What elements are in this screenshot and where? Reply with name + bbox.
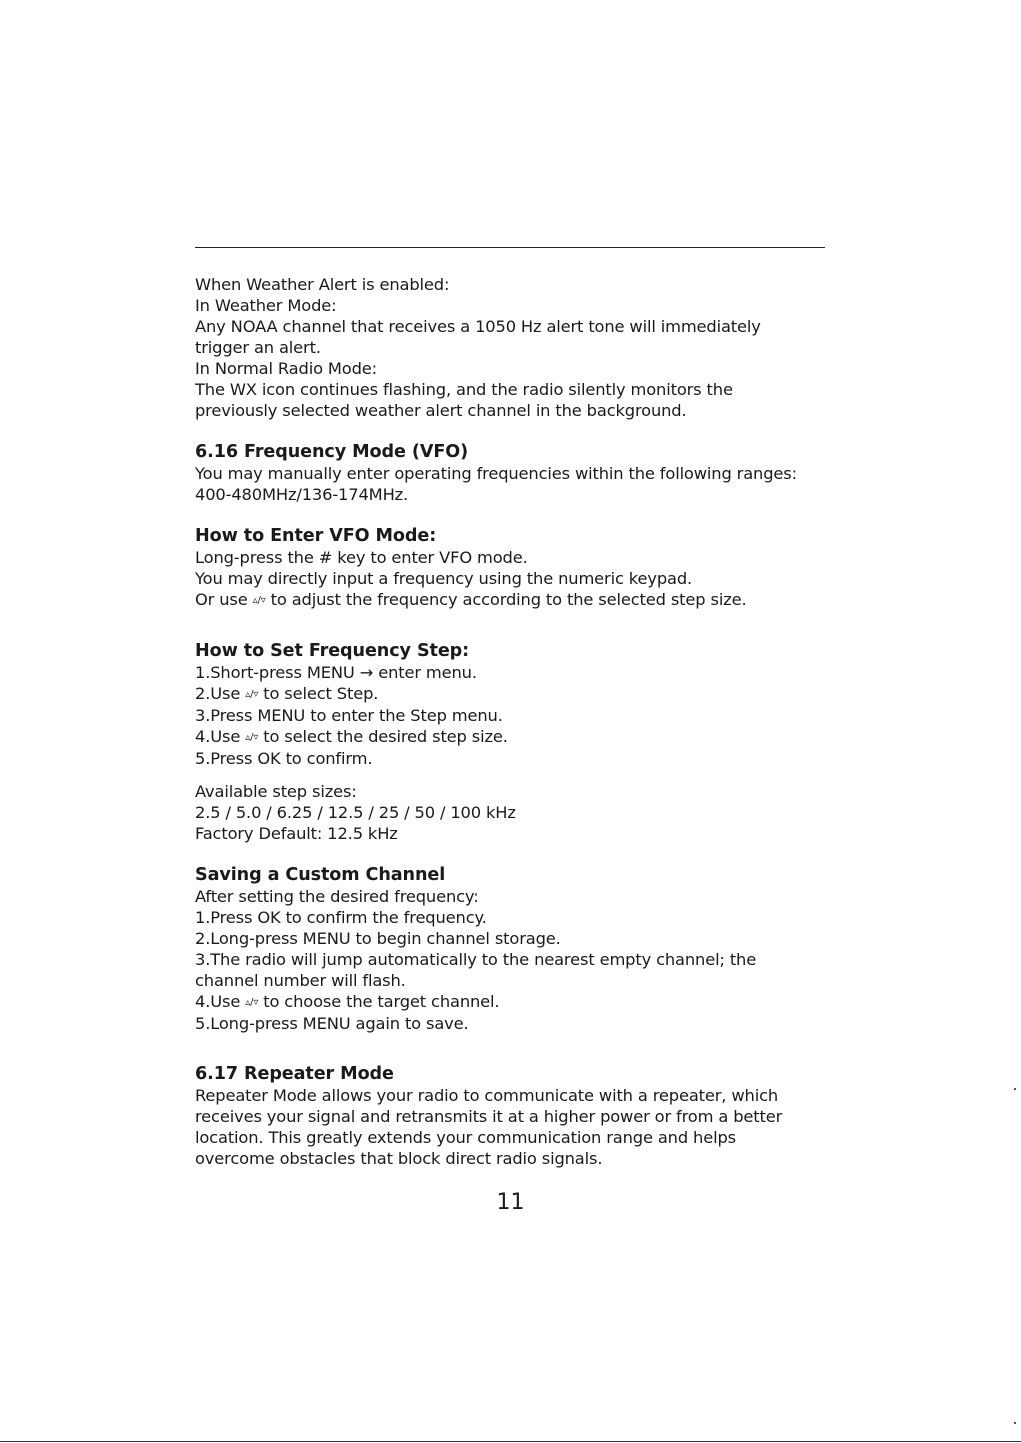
set-step-item-4 [195, 726, 835, 748]
text-fragment: to select the desired step size. [263, 727, 508, 746]
custom-channel-item-4 [195, 991, 835, 1013]
section-heading-repeater: 6.17 Repeater Mode [195, 1064, 394, 1084]
enter-vfo-line-1: Long-press the # key to enter VFO mode. [195, 548, 528, 567]
custom-channel-item-5: 5.Long-press MENU again to save. [195, 1014, 469, 1033]
normal-mode-label: In Normal Radio Mode: [195, 359, 378, 378]
custom-channel-item-3-cont: channel number will flash. [195, 971, 406, 990]
repeater-line-1: Repeater Mode allows your radio to communicate with a repeater, which [195, 1086, 779, 1105]
page-number: 11 [496, 1190, 525, 1215]
set-step-item-5: 5.Press OK to confirm. [195, 749, 373, 768]
up-down-arrows-icon: ▵/▿ [245, 732, 259, 743]
enter-vfo-line-2: You may directly input a frequency using the numeric keypad. [195, 569, 693, 588]
subheading-enter-vfo: How to Enter VFO Mode: [195, 526, 437, 546]
step-sizes-block [195, 781, 835, 844]
custom-channel-section [195, 865, 835, 1034]
weather-alert-block [195, 274, 835, 421]
enter-vfo-line-3 [195, 589, 835, 611]
subheading-custom-channel: Saving a Custom Channel [195, 865, 446, 885]
vfo-text: You may manually enter operating frequencies within the following ranges: [195, 464, 797, 483]
subheading-set-step: How to Set Frequency Step: [195, 641, 470, 661]
section-heading-vfo: 6.16 Frequency Mode (VFO) [195, 442, 469, 462]
vfo-ranges: 400-480MHz/136-174MHz. [195, 485, 409, 504]
normal-mode-text-cont: previously selected weather alert channel in the background. [195, 401, 687, 420]
set-step-item-3: 3.Press MENU to enter the Step menu. [195, 706, 503, 725]
step-sizes-values: 2.5 / 5.0 / 6.25 / 12.5 / 25 / 50 / 100 kHz [195, 803, 516, 822]
text-fragment: 4.Use [195, 727, 241, 746]
weather-alert-intro: When Weather Alert is enabled: [195, 275, 450, 294]
custom-channel-intro: After setting the desired frequency: [195, 887, 479, 906]
step-sizes-label: Available step sizes: [195, 782, 357, 801]
text-fragment: 2.Use [195, 684, 241, 703]
custom-channel-item-2: 2.Long-press MENU to begin channel storage. [195, 929, 561, 948]
enter-vfo-section [195, 526, 835, 611]
weather-mode-label: In Weather Mode: [195, 296, 337, 315]
text-fragment: 4.Use [195, 992, 241, 1011]
custom-channel-item-3: 3.The radio will jump automatically to the nearest empty channel; the [195, 950, 757, 969]
text-fragment: to choose the target channel. [263, 992, 500, 1011]
repeater-line-4: overcome obstacles that block direct radio signals. [195, 1149, 603, 1168]
set-step-item-1: 1.Short-press MENU → enter menu. [195, 663, 477, 682]
set-step-section [195, 641, 835, 769]
text-fragment: Or use [195, 590, 248, 609]
edge-mark [1014, 1088, 1016, 1090]
weather-mode-text: Any NOAA channel that receives a 1050 Hz alert tone will immediately [195, 317, 761, 336]
step-sizes-default: Factory Default: 12.5 kHz [195, 824, 398, 843]
up-down-arrows-icon: ▵/▿ [245, 689, 259, 700]
set-step-item-2 [195, 683, 835, 705]
repeater-line-2: receives your signal and retransmits it at a higher power or from a better [195, 1107, 783, 1126]
repeater-section [195, 1064, 835, 1169]
footer-divider [0, 1441, 1021, 1442]
text-fragment: to adjust the frequency according to the selected step size. [270, 590, 747, 609]
weather-mode-text-cont: trigger an alert. [195, 338, 321, 357]
up-down-arrows-icon: ▵/▿ [252, 595, 266, 606]
vfo-section [195, 442, 835, 505]
up-down-arrows-icon: ▵/▿ [245, 997, 259, 1008]
page-content [195, 274, 835, 1169]
repeater-line-3: location. This greatly extends your communication range and helps [195, 1128, 736, 1147]
text-fragment: to select Step. [263, 684, 379, 703]
header-divider [195, 247, 825, 248]
custom-channel-item-1: 1.Press OK to confirm the frequency. [195, 908, 487, 927]
edge-mark [1014, 1422, 1016, 1424]
normal-mode-text: The WX icon continues flashing, and the radio silently monitors the [195, 380, 733, 399]
